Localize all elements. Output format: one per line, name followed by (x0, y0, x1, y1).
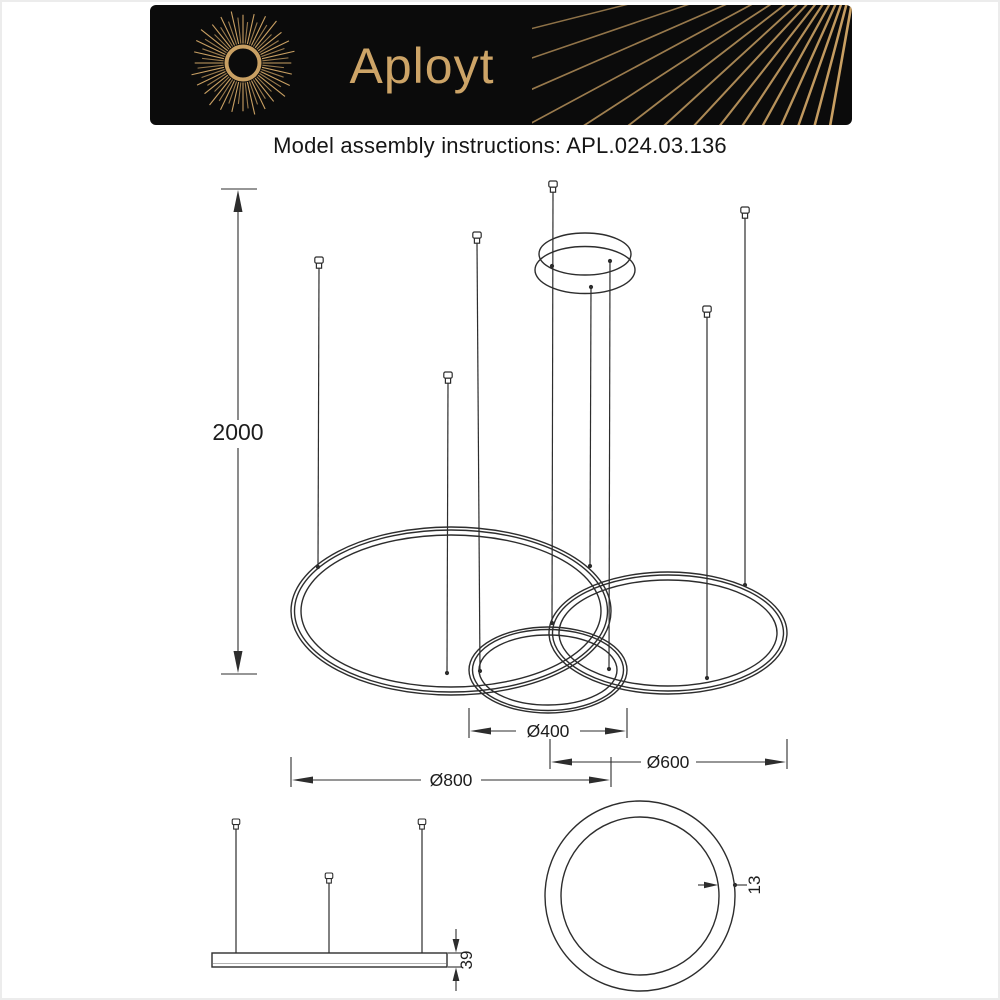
dim-label-39: 39 (457, 950, 476, 970)
ring-top-view (545, 801, 764, 991)
ring-medium-600 (549, 572, 787, 694)
ring-large-800 (291, 527, 611, 695)
dimension-tube-width (698, 876, 764, 895)
suspension-cables (316, 192, 747, 680)
assembly-instruction-title: Model assembly instructions: APL.024.03.136 (273, 133, 727, 158)
ring-small-400 (469, 627, 627, 713)
dim-label-800: Ø800 (429, 770, 473, 790)
dim-label-600: Ø600 (646, 752, 690, 772)
dimension-profile-height (448, 929, 476, 991)
dimension-ring-medium (550, 739, 787, 772)
dimension-drop-height (212, 189, 263, 674)
dim-label-2000: 2000 (212, 419, 264, 445)
dim-label-13: 13 (745, 875, 764, 895)
dim-label-400: Ø400 (526, 721, 570, 741)
brand-logotype: Aployt (349, 38, 495, 94)
ring-profile-side-view (212, 819, 476, 991)
ceiling-fittings (315, 181, 749, 383)
ceiling-canopy (535, 233, 635, 294)
